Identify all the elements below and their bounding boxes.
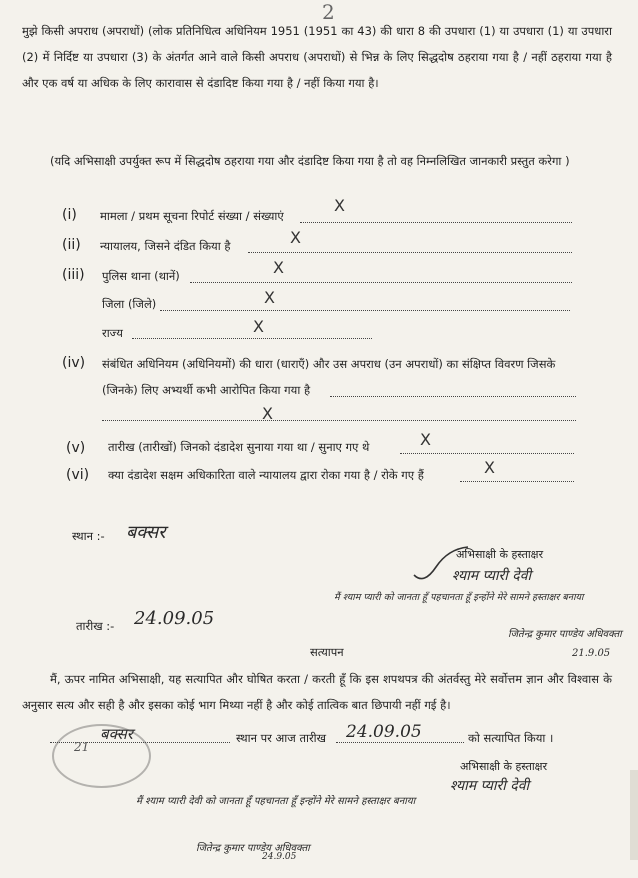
fill-line <box>190 282 572 283</box>
advocate-signature: जितेन्द्र कुमार पाण्डेय अधिवक्ता <box>508 629 622 640</box>
advocate-date: 21.9.05 <box>572 648 611 659</box>
verified-place-handwritten: बक्सर <box>100 725 133 743</box>
cross-mark: X <box>334 196 345 215</box>
fill-line <box>132 338 372 339</box>
cross-mark: X <box>262 404 273 423</box>
date-handwritten: 24.09.05 <box>134 608 215 629</box>
item-label: जिला (जिले) <box>102 297 157 311</box>
cross-mark: X <box>264 288 275 307</box>
signature-handwritten: श्याम प्यारी देवी <box>452 568 532 584</box>
verified-date-handwritten: 24.09.05 <box>346 722 422 742</box>
item-number: (v) <box>66 440 86 456</box>
fill-line <box>160 310 570 311</box>
item-label: क्या दंडादेश सक्षम अधिकारिता वाले न्यायालय द्वारा रोका गया है / रोके गए हैं <box>108 468 424 482</box>
fill-line <box>300 222 572 223</box>
item-label: राज्य <box>102 326 123 340</box>
verified-mid-text: स्थान पर आज तारीख <box>236 731 327 745</box>
identification-note: मैं श्याम प्यारी को जानता हूँ पहचानता हूँ इन्होंने मेरे सामने हस्ताक्षर बनाया <box>334 592 584 603</box>
signature-handwritten-2: श्याम प्यारी देवी <box>450 778 530 794</box>
cross-mark: X <box>420 430 431 449</box>
fill-line <box>400 453 574 454</box>
cross-mark: X <box>273 258 284 277</box>
item-label: मामला / प्रथम सूचना रिपोर्ट संख्या / संख्याएं <box>100 209 284 223</box>
fill-line <box>336 742 464 743</box>
stamp-text: 21 <box>74 740 90 754</box>
item-label: (जिनके) लिए अभ्यर्थी कभी आरोपित किया गया है <box>102 383 311 397</box>
scan-edge <box>630 770 638 860</box>
item-label: संबंधित अधिनियम (अधिनियमों) की धारा (धाराएँ) और उस अपराध (उन अपराधों) का संक्षिप्त विवरण जिसके <box>102 357 556 371</box>
item-number: (i) <box>62 207 77 223</box>
place-label: स्थान :- <box>72 529 105 543</box>
item-label: तारीख (तारीखों) जिनको दंडादेश सुनाया गया था / सुनाए गए थे <box>108 440 370 454</box>
date-label: तारीख :- <box>76 619 115 633</box>
intro-paragraph: मुझे किसी अपराध (अपराधों) (लोक प्रतिनिधित्व अधिनियम 1951 (1951 का 43) की धारा 8 की उपधारा (1) या उपधारा (1) या उपधारा (2) में निर्दिष्ट या उपधारा (3) के अंतर्गत आने वाले किसी अपराध (अपराधों) से भिन्न के लिए सिद्धदोष ठहराया गया है / नहीं ठहराया गया है और एक वर्ष या अधिक के लिए कारावास से दंडादिष्ट किया गया है / नहीं किया गया है। <box>22 24 612 90</box>
item-number: (iii) <box>62 267 85 283</box>
fill-line <box>248 252 572 253</box>
fill-line <box>102 420 576 421</box>
item-number: (ii) <box>62 237 81 253</box>
signature-label-2: अभिसाक्षी के हस्ताक्षर <box>460 760 548 773</box>
place-handwritten: बक्सर <box>126 522 166 543</box>
verification-text: मैं, ऊपर नामित अभिसाक्षी, यह सत्यापित और घोषित करता / करती हूँ कि इस शपथपत्र की अंतर्वस्तु मेरे सर्वोत्तम ज्ञान और विश्वास के अनुसार सत्य और सही है और इसका कोई भाग मिथ्या नहीं है और कोई तात्विक बात छिपायी नहीं गई है। <box>22 672 612 712</box>
cross-mark: X <box>290 228 301 247</box>
cross-mark: X <box>253 317 264 336</box>
court-stamp <box>52 724 151 788</box>
signature-label: अभिसाक्षी के हस्ताक्षर <box>456 548 544 561</box>
cross-mark: X <box>484 458 495 477</box>
item-label: पुलिस थाना (थानें) <box>102 269 180 283</box>
verification-heading: सत्यापन <box>310 645 344 659</box>
page-number: 2 <box>322 0 335 24</box>
conditional-paragraph: (यदि अभिसाक्षी उपर्युक्त रूप में सिद्धदोष ठहराया गया और दंडादिष्ट किया गया है तो वह निम्नलिखित जानकारी प्रस्तुत करेगा ) <box>50 154 570 168</box>
advocate-date-2: 24.9.05 <box>262 852 297 862</box>
item-label: न्यायालय, जिसने दंडित किया है <box>100 239 231 253</box>
verified-end-text: को सत्यापित किया । <box>468 731 554 745</box>
advocate-signature-2: जितेन्द्र कुमार पाण्डेय अधिवक्ता <box>196 843 310 854</box>
fill-line <box>330 396 576 397</box>
identification-note-2: मैं श्याम प्यारी देवी को जानता हूँ पहचानता हूँ इन्होंने मेरे सामने हस्ताक्षर बनाया <box>136 796 416 807</box>
fill-line <box>460 481 574 482</box>
item-number: (vi) <box>66 467 90 483</box>
item-number: (iv) <box>62 355 86 371</box>
